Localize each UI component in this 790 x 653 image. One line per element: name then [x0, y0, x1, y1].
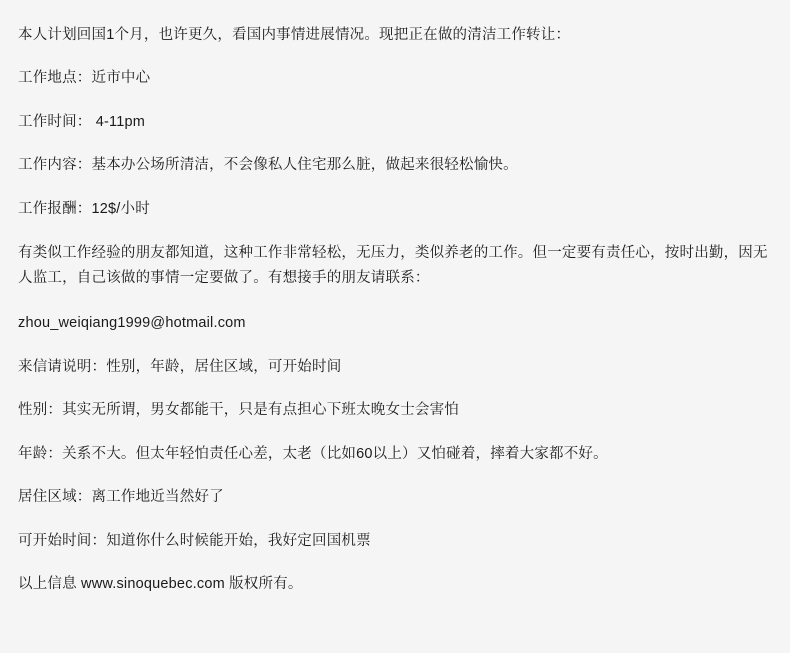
work-hours-line: 工作时间： 4-11pm: [18, 113, 146, 130]
work-pay-line: 工作报酬：12$/小时: [18, 200, 150, 217]
reply-instructions-line: 来信请说明：性别，年龄，居住区域，可开始时间: [18, 358, 342, 375]
copyright-footer: 以上信息 www.sinoquebec.com 版权所有。: [18, 576, 303, 593]
experience-paragraph: 有类似工作经验的朋友都知道，这种工作非常轻松，无压力，类似养老的工作。但一定要有责任心，按时出勤，因无人监工，自己该做的事情一定要做了。有想接手的朋友请联系：: [18, 245, 768, 287]
start-time-line: 可开始时间：知道你什么时候能开始，我好定回国机票: [18, 532, 371, 549]
contact-email[interactable]: zhou_weiqiang1999@hotmail.com: [18, 315, 246, 332]
gender-line: 性别：其实无所谓，男女都能干，只是有点担心下班太晚女士会害怕: [18, 402, 459, 419]
work-location-line: 工作地点：近市中心: [18, 70, 151, 87]
intro-paragraph: 本人计划回国1个月，也许更久，看国内事情进展情况。现把正在做的清洁工作转让：: [18, 27, 571, 43]
residence-line: 居住区域：离工作地近当然好了: [18, 489, 224, 506]
work-content-line: 工作内容：基本办公场所清洁，不会像私人住宅那么脏，做起来很轻松愉快。: [18, 157, 518, 174]
age-line: 年龄：关系不大。但太年轻怕责任心差，太老（比如60以上）又怕碰着，摔着大家都不好。: [18, 445, 608, 462]
